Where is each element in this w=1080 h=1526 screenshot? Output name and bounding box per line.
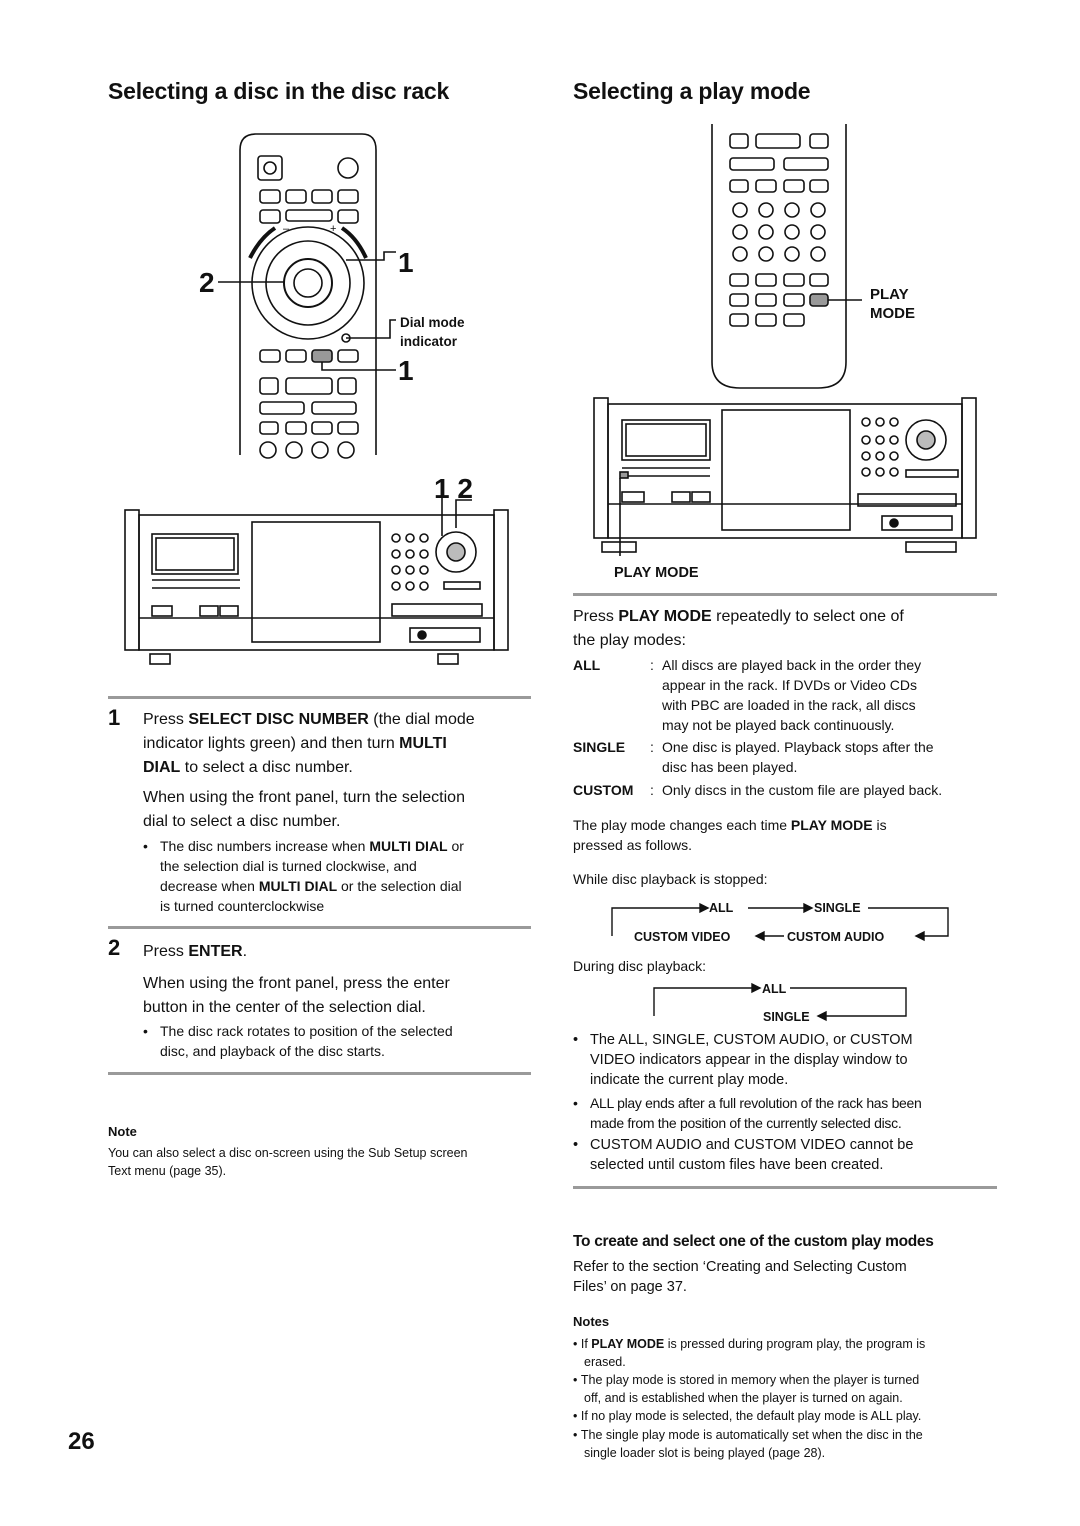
note-heading: Note bbox=[108, 1124, 137, 1139]
play-mode-remote-label-line1: PLAY bbox=[870, 286, 909, 303]
play-mode-illustration bbox=[590, 120, 990, 590]
remote-and-player-illustration bbox=[100, 120, 540, 680]
callout-2: 2 bbox=[199, 267, 215, 298]
step-2-front-panel-text: When using the front panel, press the enter button in the center of the selection dial. bbox=[143, 975, 450, 1016]
play-mode-bullet-1: • The ALL, SINGLE, CUSTOM AUDIO, or CUSTOM VIDEO indicators appear in the display window to indicate the current play mode. bbox=[573, 1032, 913, 1088]
mode-custom: CUSTOM : Only discs in the custom file are played back. bbox=[573, 782, 943, 798]
play-mode-bullet-2: • ALL play ends after a full revolution of the rack has been made from the position of the currently selected disc. bbox=[573, 1095, 922, 1131]
step-2-bullet: • The disc rack rotates to position of the selected disc, and playback of the disc starts. bbox=[143, 1023, 453, 1059]
step-1-bullet: • The disc numbers increase when MULTI DIAL or the selection dial is turned clockwise, and decrease when MULTI DIAL or the selection dial is turned counterclockwise bbox=[143, 838, 464, 914]
custom-modes-text: Refer to the section ‘Creating and Selecting Custom Files’ on page 37. bbox=[573, 1259, 907, 1295]
play-mode-remote-button bbox=[810, 294, 828, 306]
mode-all: ALL : All discs are played back in the order they appear in the rack. If DVDs or Video CDs with PBC are loaded in the rack, all discs may not be played back continuously. bbox=[573, 657, 922, 733]
power-button bbox=[258, 156, 282, 180]
playback-flow-single: SINGLE bbox=[763, 1010, 810, 1024]
right-rule-1 bbox=[573, 593, 997, 596]
play-mode-bullet-3: • CUSTOM AUDIO and CUSTOM VIDEO cannot be selected until custom files have been created. bbox=[573, 1137, 914, 1173]
top-right-button bbox=[338, 158, 358, 178]
left-rule-3 bbox=[108, 1072, 531, 1075]
step-2-text: Press ENTER. bbox=[143, 943, 248, 960]
stopped-cycle-diagram bbox=[608, 896, 958, 948]
step-2-number: 2 bbox=[108, 935, 121, 960]
page-number: 26 bbox=[68, 1428, 95, 1455]
notes-item-1: • If PLAY MODE is pressed during program play, the program is erased. bbox=[573, 1337, 926, 1369]
notes-heading: Notes bbox=[573, 1314, 610, 1329]
play-mode-changes-text: The play mode changes each time PLAY MODE is pressed as follows. bbox=[573, 817, 887, 853]
right-section-title: Selecting a play mode bbox=[573, 78, 811, 104]
dial-center-button bbox=[284, 259, 332, 307]
svg-text:+: + bbox=[330, 223, 337, 235]
flow-custom-video: CUSTOM VIDEO bbox=[634, 930, 731, 944]
disc-rack-window bbox=[252, 522, 380, 642]
flow-all: ALL bbox=[709, 901, 734, 915]
svg-text:–: – bbox=[283, 223, 290, 235]
callout-1-button: 1 bbox=[398, 355, 414, 386]
notes-item-2: • The play mode is stored in memory when the player is turned off, and is established when the player is turned on again. bbox=[573, 1373, 920, 1405]
custom-modes-heading: To create and select one of the custom play modes bbox=[573, 1233, 934, 1250]
play-mode-remote-label-line2: MODE bbox=[870, 305, 915, 322]
step-1-text: Press SELECT DISC NUMBER (the dial mode indicator lights green) and then turn MULTI DIAL to select a disc number. bbox=[143, 711, 475, 776]
dial-mode-label-line1: Dial mode bbox=[400, 315, 465, 330]
notes-item-4: • The single play mode is automatically set when the disc in the single loader slot is being played (page 28). bbox=[573, 1428, 923, 1460]
flow-custom-audio: CUSTOM AUDIO bbox=[787, 930, 885, 944]
disc-rack-window bbox=[722, 410, 850, 530]
play-mode-intro: Press PLAY MODE repeatedly to select one of the play modes: bbox=[573, 608, 904, 649]
remote-body bbox=[712, 124, 846, 388]
play-mode-panel-label: PLAY MODE bbox=[614, 565, 699, 581]
playback-flow-all: ALL bbox=[762, 982, 787, 996]
flow-single: SINGLE bbox=[814, 901, 861, 915]
left-rule-1 bbox=[108, 696, 531, 699]
playback-cycle-diagram bbox=[650, 978, 920, 1028]
callout-1-2: 1 2 bbox=[434, 473, 473, 504]
select-disc-number-button bbox=[312, 350, 332, 362]
notes-item-3: • If no play mode is selected, the default play mode is ALL play. bbox=[573, 1409, 922, 1423]
multi-dial bbox=[252, 227, 364, 339]
player-right-post bbox=[494, 510, 508, 650]
player-left-post bbox=[125, 510, 139, 650]
mode-single: SINGLE : One disc is played. Playback stops after the disc has been played. bbox=[573, 739, 934, 775]
step-1-number: 1 bbox=[108, 705, 121, 730]
dial-mode-label-line2: indicator bbox=[400, 334, 458, 349]
left-section-title: Selecting a disc in the disc rack bbox=[108, 78, 450, 104]
right-rule-2 bbox=[573, 1186, 997, 1189]
step-1-front-panel-text: When using the front panel, turn the selection dial to select a disc number. bbox=[143, 789, 465, 830]
stopped-label: While disc playback is stopped: bbox=[573, 871, 768, 887]
callout-1-dial: 1 bbox=[398, 247, 414, 278]
player-body bbox=[139, 515, 494, 650]
note-text: You can also select a disc on-screen using the Sub Setup screen Text menu (page 35). bbox=[108, 1146, 468, 1178]
left-rule-2 bbox=[108, 926, 531, 929]
playback-label: During disc playback: bbox=[573, 958, 707, 974]
